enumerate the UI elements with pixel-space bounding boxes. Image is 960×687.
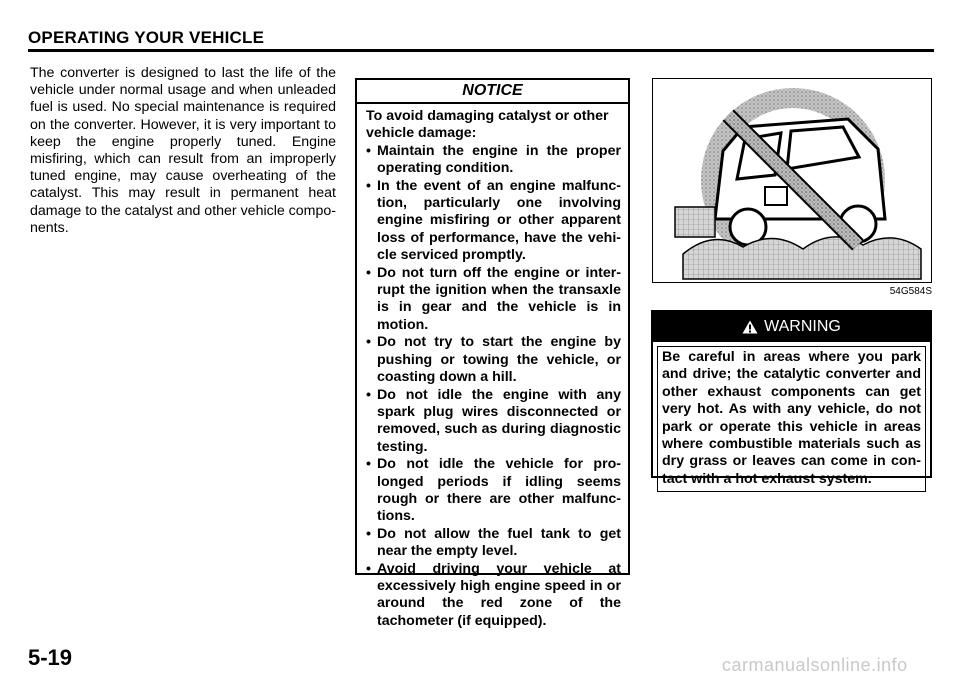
watermark: carmanualsonline.info	[722, 655, 908, 675]
header-rule	[28, 49, 934, 52]
notice-item: • Do not try to start the engine by pushing or towing the vehicle, or coasting down a hill.	[366, 334, 621, 386]
notice-body	[357, 104, 628, 630]
warning-label: WARNING	[764, 318, 841, 335]
notice-item: • Do not idle the vehicle for prolonged periods if idling seems rough or there are other malfunctions.	[366, 456, 621, 526]
notice-item: • Do not allow the fuel tank to get near the empty level.	[366, 526, 621, 561]
notice-box	[355, 78, 630, 629]
figure-code: 54G584S	[889, 286, 932, 297]
warning-header	[653, 312, 930, 342]
notice-intro: To avoid damaging catalyst or other vehicle damage:	[366, 108, 609, 142]
page-number: 5-19	[28, 645, 73, 670]
intro-paragraph: The converter is designed to last the life of the vehicle under normal usage and when unleaded fuel is used. No special maintenance is required on the converter. However, it is very important to keep the engine properly tuned. Engine misfiring, which can result from an improperly tuned engine, may cause overheating of the catalyst. This may result in permanent heat damage to the catalyst and other vehicle components.	[30, 65, 337, 236]
notice-item: • Avoid driving your vehicle at excessively high engine speed in or around the red zone of the tachometer (if equipped).	[366, 561, 621, 631]
illustration-svg	[653, 79, 931, 282]
notice-item: • Maintain the engine in the proper operating condition.	[366, 143, 621, 178]
notice-item: • Do not idle the engine with any spark plug wires disconnected or removed, such as during diagnostic testing.	[366, 387, 621, 457]
warning-triangle-icon	[742, 320, 758, 334]
notice-title: NOTICE	[357, 80, 628, 104]
notice-list	[366, 143, 621, 630]
notice-item: • In the event of an engine malfunction, particularly one involving engine misfiring or other apparent loss of performance, have the vehicle serviced promptly.	[366, 178, 621, 265]
no-parking-on-grass-illustration	[652, 78, 932, 283]
warning-box	[651, 310, 932, 487]
warning-text: Be careful in areas where you park and drive; the catalytic converter and other exhaust components can get very hot. As with any vehicle, do not park or operate this vehicle in areas where combustible materials such as dry grass or leaves can come in contact with a hot exhaust system.	[657, 346, 926, 492]
section-title: OPERATING YOUR VEHICLE	[28, 28, 265, 47]
notice-item: • Do not turn off the engine or interrupt the ignition when the transaxle is in gear and the vehicle is in motion.	[366, 265, 621, 335]
